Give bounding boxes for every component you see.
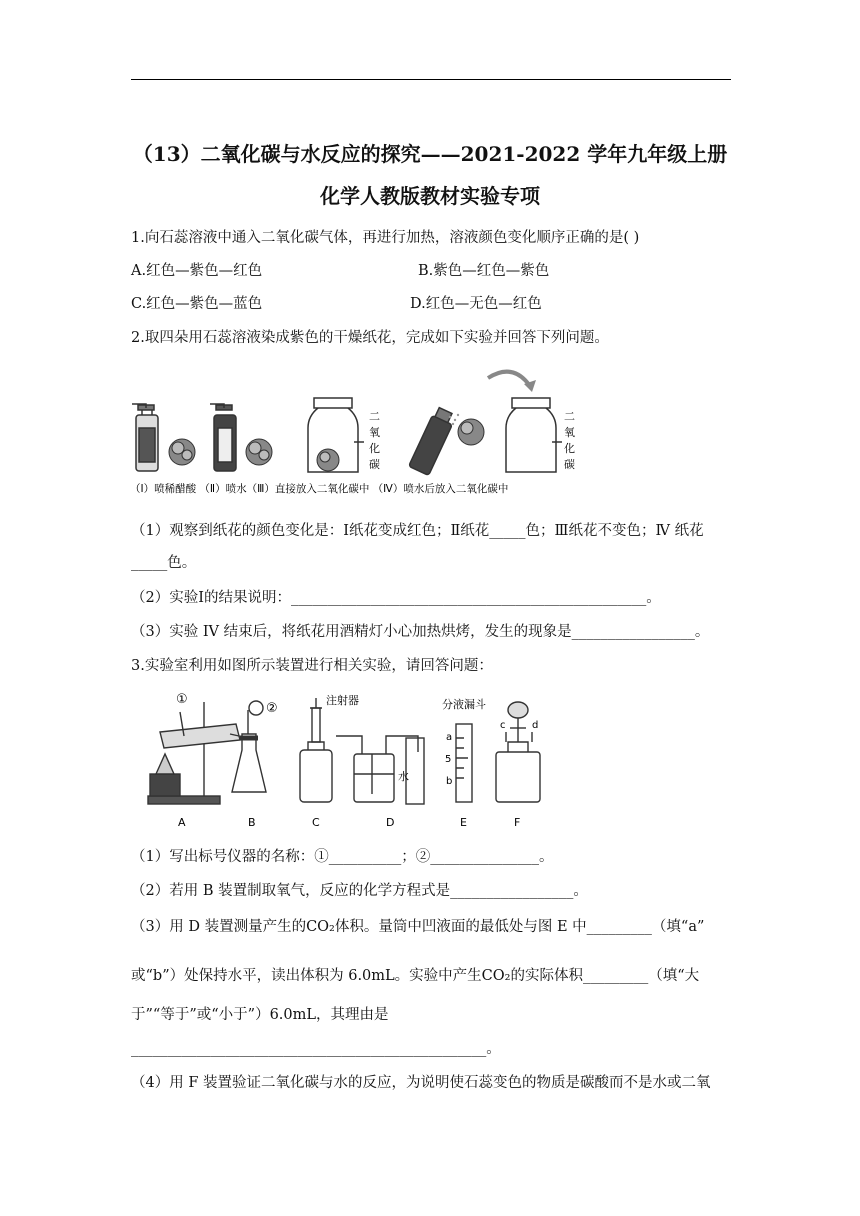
letter-a: A — [178, 816, 186, 829]
letter-e: E — [460, 816, 467, 829]
q3-part-4: （4）用 F 装置验证二氧化碳与水的反应，为说明使石蕊变色的物质是碳酸而不是水或二氧 — [131, 1075, 711, 1091]
water-label: 水 — [398, 770, 409, 783]
page-title-line-1: （13）二氧化碳与水反应的探究——2021-2022 学年九年级上册 — [132, 142, 728, 166]
q3-apparatus-figure — [140, 688, 560, 833]
mark-d: d — [532, 720, 539, 731]
apparatus-b — [232, 701, 266, 792]
mark-b: b — [446, 776, 453, 787]
q1-option-a: A.红色—紫色—红色 — [131, 263, 263, 279]
letter-c: C — [312, 816, 320, 829]
funnel-label: 分液漏斗 — [442, 698, 486, 711]
flower-icon — [458, 419, 484, 445]
spray-bottle-icon — [132, 404, 158, 471]
mark-5: 5 — [445, 754, 452, 765]
q2-part-2: （2）实验Ⅰ的结果说明：_________________________________________________。 — [131, 590, 661, 606]
q3-stem: 3.实验室利用如图所示装置进行相关实验，请回答问题： — [131, 658, 493, 674]
gas-jar-icon — [506, 398, 562, 472]
q1-option-c: C.红色—紫色—蓝色 — [131, 296, 263, 312]
flower-icon — [246, 439, 272, 465]
flower-icon — [317, 449, 339, 471]
page-title-line-2: 化学人教版教材实验专项 — [320, 184, 540, 208]
apparatus-d — [336, 736, 424, 804]
label-2: ② — [266, 701, 278, 716]
q2-experiment-figure — [128, 360, 588, 500]
letter-b: B — [248, 816, 256, 829]
q2-stem: 2.取四朵用石蕊溶液染成紫色的干燥纸花，完成如下实验并回答下列问题。 — [131, 330, 609, 346]
letter-d: D — [386, 816, 395, 829]
q1-stem: 1.向石蕊溶液中通入二氧化碳气体，再进行加热，溶液颜色变化顺序正确的是( ) — [131, 230, 640, 246]
q3-part-3-cont-1: 或“b”）处保持水平，读出体积为 6.0mL。实验中产生CO₂的实际体积_________（填“大 — [131, 968, 700, 984]
q3-part-3-blank: _________________________________________________。 — [131, 1041, 501, 1057]
mark-c: c — [500, 720, 506, 731]
q3-part-1: （1）写出标号仪器的名称：①__________；②_______________。 — [131, 849, 554, 865]
apparatus-c — [300, 698, 332, 802]
letter-f: F — [514, 816, 521, 829]
jar-label-iii: 二氧化碳 — [369, 410, 380, 471]
jar-label-iv: 二氧化碳 — [564, 410, 575, 471]
q2-part-3: （3）实验 IV 结束后，将纸花用酒精灯小心加热烘烤，发生的现象是_________________。 — [131, 624, 710, 640]
q1-option-d: D.红色—无色—红色 — [410, 296, 542, 312]
q2-part-1: （1）观察到纸花的颜色变化是：Ⅰ纸花变成红色；Ⅱ纸花_____色；Ⅲ纸花不变色；Ⅳ 纸花 — [131, 523, 704, 539]
mark-a: a — [446, 732, 453, 743]
syringe-label: 注射器 — [326, 694, 359, 707]
spray-bottle-icon — [210, 404, 236, 471]
q2-part-1-cont: _____色。 — [131, 555, 197, 571]
curved-arrow-icon — [488, 372, 530, 386]
q1-option-b: B.紫色—红色—紫色 — [418, 263, 550, 279]
flower-icon — [169, 439, 195, 465]
header-rule — [131, 79, 731, 80]
apparatus-e — [456, 724, 472, 802]
q3-part-2: （2）若用 B 装置制取氧气，反应的化学方程式是_________________。 — [131, 883, 588, 899]
q2-figure-caption: （Ⅰ）喷稀醋酸 （Ⅱ）喷水（Ⅲ）直接放入二氧化碳中 （Ⅳ）喷水后放入二氧化碳中 — [130, 483, 509, 495]
label-1: ① — [176, 692, 188, 707]
q3-part-3: （3）用 D 装置测量产生的CO₂体积。量筒中凹液面的最低处与图 E 中_________（填“a” — [131, 919, 705, 935]
apparatus-f — [496, 702, 540, 802]
q3-part-3-cont-2: 于”“等于”或“小于”）6.0mL，其理由是 — [131, 1007, 389, 1023]
